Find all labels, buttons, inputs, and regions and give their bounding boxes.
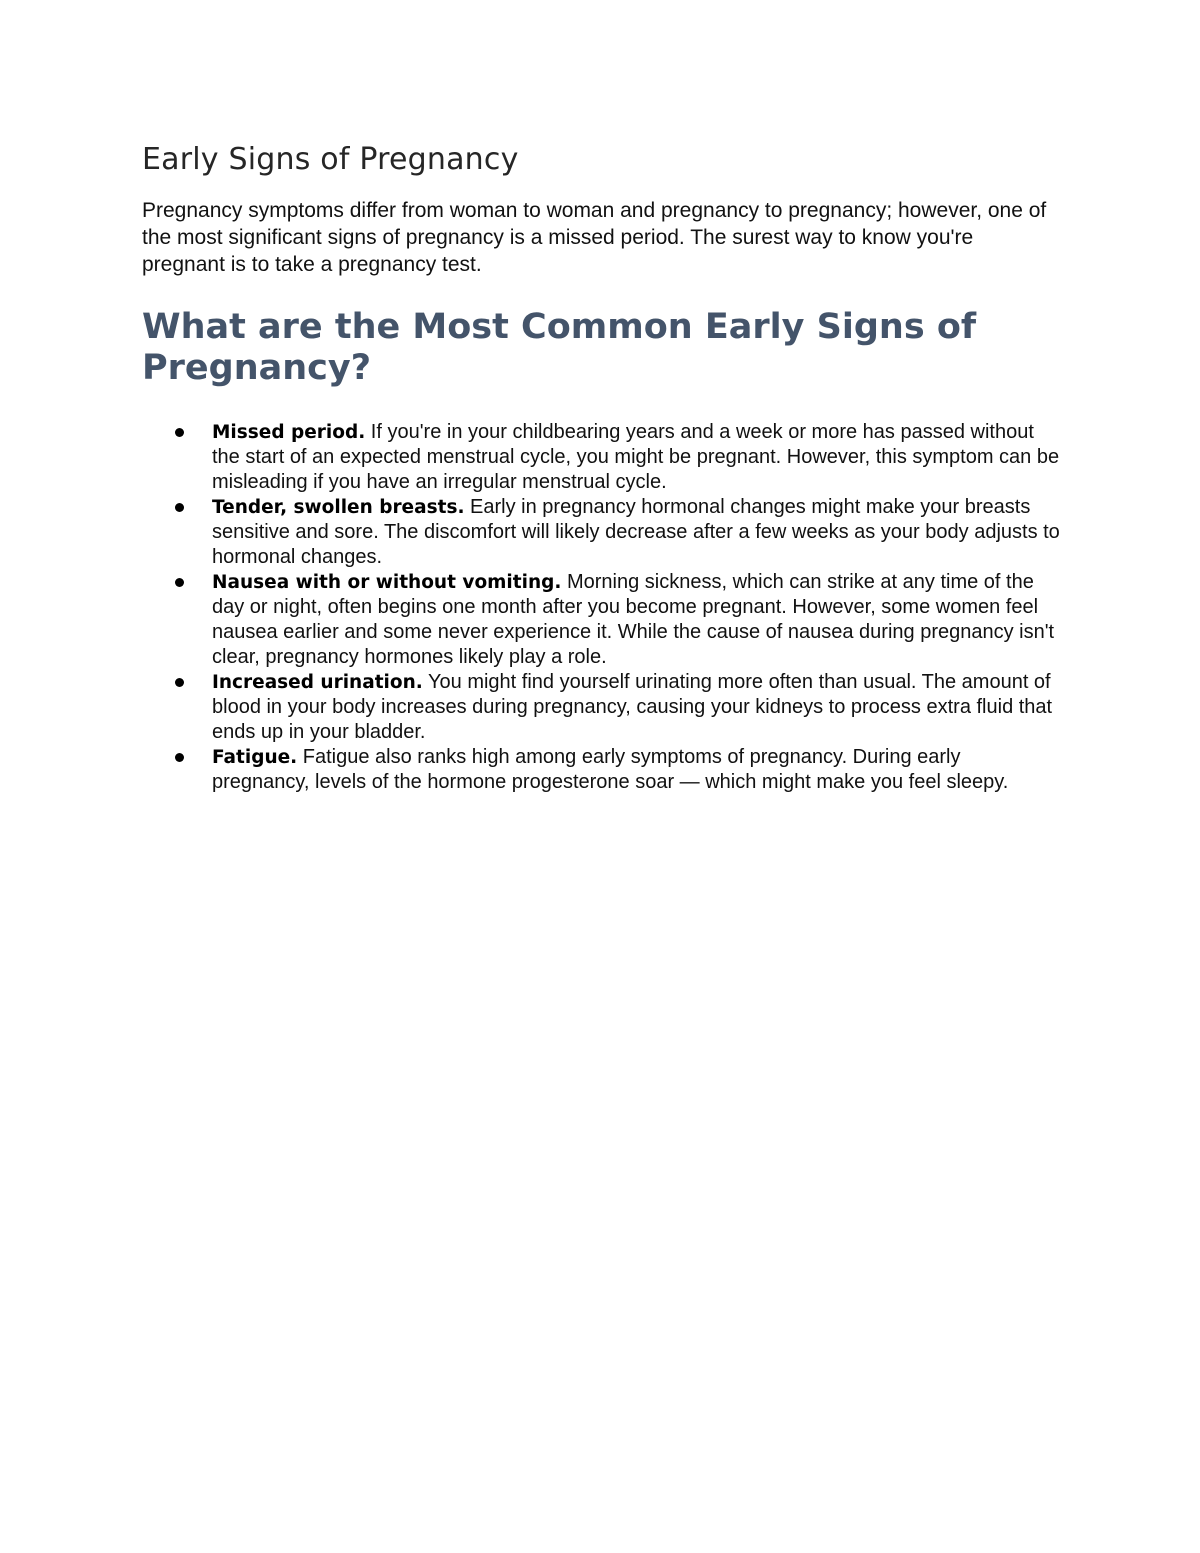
item-text: If you're in your childbearing years and a week or more has passed without the start of an expected menstrual cycle, you might be pregnant. However, this symptom can be misleading if you have an irregular menstrual cycle. bbox=[212, 421, 1060, 493]
list-item bbox=[142, 670, 1062, 745]
list-item bbox=[142, 420, 1062, 495]
bullet-icon bbox=[175, 428, 184, 437]
list-item bbox=[142, 495, 1062, 570]
symptoms-list bbox=[142, 420, 1062, 795]
bullet-icon bbox=[175, 753, 184, 762]
item-term: Missed period. bbox=[212, 422, 366, 443]
section-heading: What are the Most Common Early Signs of Pregnancy? bbox=[142, 307, 977, 388]
item-text: You might find yourself urinating more often than usual. The amount of blood in your body increases during pregnancy, causing your kidneys to process extra fluid that ends up in your bladder. bbox=[212, 671, 1053, 743]
item-term: Fatigue. bbox=[212, 747, 298, 768]
item-text: Early in pregnancy hormonal changes might make your breasts sensitive and sore. The discomfort will likely decrease after a few weeks as your body adjusts to hormonal changes. bbox=[212, 496, 1060, 568]
list-item bbox=[142, 570, 1062, 670]
item-term: Nausea with or without vomiting. bbox=[212, 572, 562, 593]
list-item bbox=[142, 745, 1062, 795]
bullet-icon bbox=[175, 678, 184, 687]
item-term: Tender, swollen breasts. bbox=[212, 497, 465, 518]
bullet-icon bbox=[175, 503, 184, 512]
intro-paragraph: Pregnancy symptoms differ from woman to woman and pregnancy to pregnancy; however, one of the most significant signs of pregnancy is a missed period. The surest way to know you're pregnant is to take a pregnancy test. bbox=[142, 199, 1047, 276]
document-content bbox=[142, 140, 1062, 795]
item-term: Increased urination. bbox=[212, 672, 423, 693]
item-text: Morning sickness, which can strike at any time of the day or night, often begins one month after you become pregnant. However, some women feel nausea earlier and some never experience it. While the cause of nausea during pregnancy isn't clear, pregnancy hormones likely play a role. bbox=[212, 571, 1055, 668]
item-text: Fatigue also ranks high among early symptoms of pregnancy. During early pregnancy, levels of the hormone progesterone soar — which might make you feel sleepy. bbox=[212, 746, 1009, 793]
document-title: Early Signs of Pregnancy bbox=[142, 142, 519, 177]
bullet-icon bbox=[175, 578, 184, 587]
